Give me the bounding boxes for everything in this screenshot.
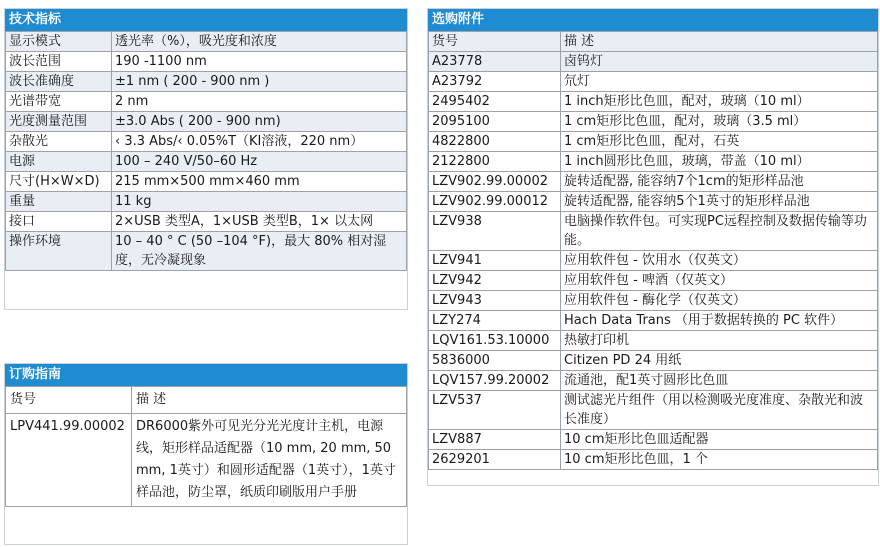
accessory-row <box>429 172 878 192</box>
accessories-desc-header: 描 述 <box>561 32 878 52</box>
spec-row <box>6 192 407 212</box>
accessory-row <box>429 152 878 172</box>
accessory-row-code: LZV902.99.00002 <box>429 172 561 192</box>
accessory-row-code: LZY274 <box>429 311 561 331</box>
accessory-row-code: LZV943 <box>429 291 561 311</box>
accessory-row-desc: 应用软件包 - 啤酒（仅英文） <box>561 271 878 291</box>
tech-title: 技术指标 <box>5 9 407 31</box>
ordering-guide-panel <box>4 363 408 545</box>
order-table <box>5 386 407 507</box>
spec-row-value: 11 kg <box>112 192 407 212</box>
accessory-row <box>429 311 878 331</box>
order-title: 订购指南 <box>5 364 407 386</box>
spec-row-value: 透光率（%），吸光度和浓度 <box>112 32 407 52</box>
spec-row <box>6 152 407 172</box>
accessory-row-desc: 1 inch圆形比色皿，玻璃，带盖（10 ml） <box>561 152 878 172</box>
accessory-row <box>429 52 878 72</box>
spec-row-label: 操作环境 <box>6 232 112 271</box>
spec-row-value: ±1 nm ( 200 - 900 nm ) <box>112 72 407 92</box>
accessory-row-code: 2495402 <box>429 92 561 112</box>
spec-row <box>6 172 407 192</box>
accessory-row <box>429 331 878 351</box>
spec-row-value: 2×USB 类型A，1×USB 类型B，1× 以太网 <box>112 212 407 232</box>
order-desc-header: 描 述 <box>132 387 407 414</box>
accessory-row-desc: 1 inch矩形比色皿，配对，玻璃（10 ml） <box>561 92 878 112</box>
spec-row-label: 波长准确度 <box>6 72 112 92</box>
accessory-row-desc: 10 cm矩形比色皿适配器 <box>561 430 878 450</box>
spec-row <box>6 212 407 232</box>
spec-row-label: 重量 <box>6 192 112 212</box>
accessory-row-desc: 应用软件包 - 饮用水（仅英文） <box>561 251 878 271</box>
accessory-row <box>429 430 878 450</box>
accessory-row-desc: Hach Data Trans （用于数据转换的 PC 软件） <box>561 311 878 331</box>
order-row-code: LPV441.99.00002 <box>6 414 132 507</box>
spec-row <box>6 52 407 72</box>
accessories-code-header: 货号 <box>429 32 561 52</box>
accessory-row <box>429 192 878 212</box>
accessory-row <box>429 132 878 152</box>
accessory-row-desc: Citizen PD 24 用纸 <box>561 351 878 371</box>
accessory-row-code: LQV161.53.10000 <box>429 331 561 351</box>
accessory-row-code: A23778 <box>429 52 561 72</box>
spec-row-value: ±3.0 Abs ( 200 - 900 nm) <box>112 112 407 132</box>
technical-specs-panel <box>4 8 408 310</box>
spec-row <box>6 112 407 132</box>
accessory-row-code: LQV157.99.20002 <box>429 371 561 391</box>
spec-row-value: 2 nm <box>112 92 407 112</box>
spec-row <box>6 92 407 112</box>
spec-row-label: 电源 <box>6 152 112 172</box>
order-row <box>6 414 407 507</box>
accessory-row-code: LZV902.99.00012 <box>429 192 561 212</box>
accessory-row <box>429 291 878 311</box>
accessory-row <box>429 351 878 371</box>
spec-row-label: 接口 <box>6 212 112 232</box>
spec-row-value: 100 – 240 V/50–60 Hz <box>112 152 407 172</box>
accessory-row-code: 2629201 <box>429 450 561 470</box>
accessory-row <box>429 72 878 92</box>
accessory-row-desc: 氘灯 <box>561 72 878 92</box>
spec-row-label: 杂散光 <box>6 132 112 152</box>
accessory-row-code: LZV938 <box>429 212 561 251</box>
spec-row-label: 波长范围 <box>6 52 112 72</box>
accessory-row-code: A23792 <box>429 72 561 92</box>
accessory-row-desc: 热敏打印机 <box>561 331 878 351</box>
spec-row <box>6 32 407 52</box>
accessory-row <box>429 251 878 271</box>
spec-row <box>6 232 407 271</box>
accessory-row-desc: 测试滤光片组件（用以检测吸光度准度、杂散光和波长准度） <box>561 391 878 430</box>
spec-row <box>6 132 407 152</box>
accessory-row-code: LZV537 <box>429 391 561 430</box>
accessory-row-code: LZV942 <box>429 271 561 291</box>
spec-row-label: 显示模式 <box>6 32 112 52</box>
accessory-row-desc: 10 cm矩形比色皿，1 个 <box>561 450 878 470</box>
accessory-row <box>429 391 878 430</box>
spec-row-label: 尺寸(H×W×D) <box>6 172 112 192</box>
accessory-row-desc: 旋转适配器, 能容纳7个1cm的矩形样品池 <box>561 172 878 192</box>
accessory-row-code: 2122800 <box>429 152 561 172</box>
accessory-row <box>429 212 878 251</box>
spec-row-value: 190 -1100 nm <box>112 52 407 72</box>
accessory-row <box>429 112 878 132</box>
spec-row-label: 光谱带宽 <box>6 92 112 112</box>
accessory-row <box>429 450 878 470</box>
accessory-row-code: LZV887 <box>429 430 561 450</box>
accessories-header-row <box>429 32 878 52</box>
accessory-row <box>429 271 878 291</box>
order-code-header: 货号 <box>6 387 132 414</box>
accessory-row-desc: 1 cm矩形比色皿，配对，玻璃（3.5 ml） <box>561 112 878 132</box>
accessories-title: 选购附件 <box>428 9 878 31</box>
accessory-row <box>429 92 878 112</box>
accessory-row-desc: 卤钨灯 <box>561 52 878 72</box>
order-header-row <box>6 387 407 414</box>
accessory-row <box>429 371 878 391</box>
accessory-row-desc: 应用软件包 - 酶化学（仅英文） <box>561 291 878 311</box>
accessory-row-code: 5836000 <box>429 351 561 371</box>
accessory-row-desc: 1 cm矩形比色皿，配对，石英 <box>561 132 878 152</box>
accessory-row-code: 2095100 <box>429 112 561 132</box>
accessory-row-desc: 电脑操作软件包。可实现PC远程控制及数据传输等功能。 <box>561 212 878 251</box>
accessory-row-code: LZV941 <box>429 251 561 271</box>
spec-row <box>6 72 407 92</box>
spec-row-value: 10 – 40 ° C (50 –104 °F)，最大 80% 相对湿度，无冷凝现象 <box>112 232 407 271</box>
accessories-table <box>428 31 878 470</box>
tech-table <box>5 31 407 271</box>
spec-row-value: 215 mm×500 mm×460 mm <box>112 172 407 192</box>
spec-row-label: 光度测量范围 <box>6 112 112 132</box>
accessory-row-desc: 流通池，配1英寸圆形比色皿 <box>561 371 878 391</box>
accessory-row-desc: 旋转适配器, 能容纳5个1英寸的矩形样品池 <box>561 192 878 212</box>
order-row-desc: DR6000紫外可见光分光光度计主机，电源线，矩形样品适配器（10 mm, 20 mm, 50 mm, 1英寸）和圆形适配器（1英寸），1英寸样品池，防尘罩，纸质印刷版用户手册 <box>132 414 407 507</box>
accessory-row-code: 4822800 <box>429 132 561 152</box>
spec-row-value: ‹ 3.3 Abs/‹ 0.05%T（KI溶液，220 nm） <box>112 132 407 152</box>
accessories-panel <box>427 8 879 486</box>
